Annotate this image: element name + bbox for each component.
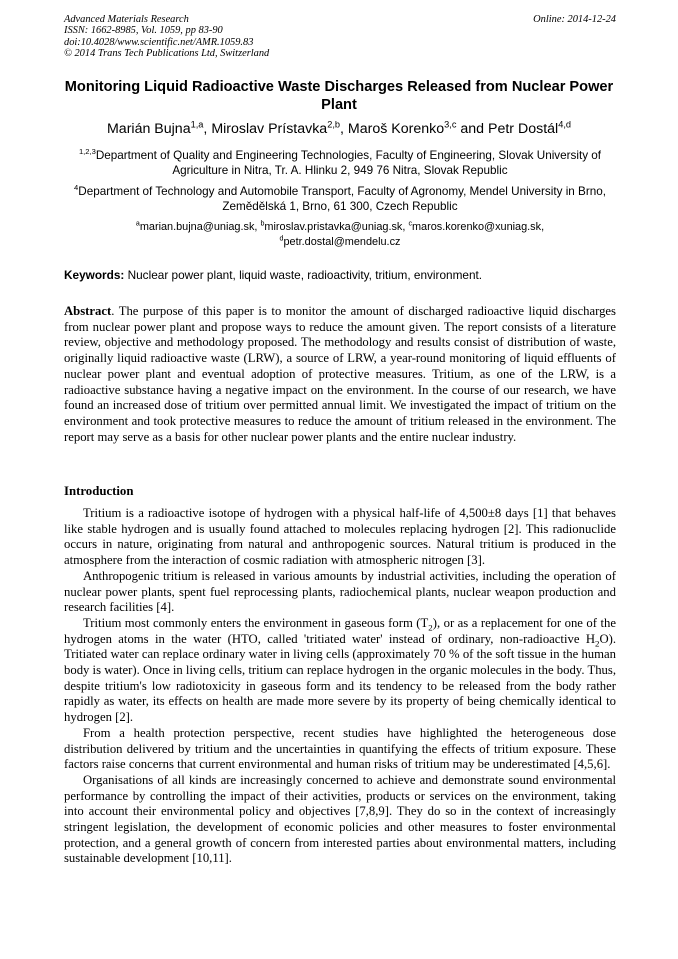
intro-paragraph-2: Anthropogenic tritium is released in various amounts by industrial activities, including the operation of nuclear power plants, spent fuel reprocessing plants, radiochemical plants, nuclear weapon production and research facilities [4]. <box>64 568 616 615</box>
email-sup: a <box>135 219 140 228</box>
author-sep: , <box>340 121 348 137</box>
intro-paragraph-3 <box>64 616 616 726</box>
affiliation-sup: 4 <box>74 183 79 193</box>
author-name: Petr Dostál <box>488 121 559 137</box>
email-address[interactable]: marian.bujna@uniag.sk <box>139 221 255 233</box>
affiliation-text: Department of Quality and Engineering Technologies, Faculty of Engineering, Slovak University of Agriculture in Nitra, Tr. A. Hlinku 2, 949 76 Nitra, Slovak Republic <box>95 149 602 178</box>
author-list <box>40 121 638 138</box>
journal-header <box>64 14 616 60</box>
affiliation-2 <box>64 184 616 215</box>
introduction-heading: Introduction <box>64 484 134 498</box>
journal-name: Advanced Materials Research <box>64 14 189 25</box>
author-sep: and <box>456 121 488 137</box>
intro-paragraph-4: From a health protection perspective, recent studies have highlighted the heterogeneous dose distribution delivered by tritium and the uncertainties in quantifying the effects of tritium exposure. These factors raise concerns that current environmental and human risks of tritium may be underestimated [4,5,6]. <box>64 725 616 772</box>
affiliation-text: Department of Technology and Automobile Transport, Faculty of Agronomy, Mendel University in Brno, Zemědělská 1, Brno, 61 300, Czech Republic <box>78 185 606 214</box>
subscript-2: 2 <box>595 638 600 649</box>
author-sep: , <box>203 121 212 137</box>
abstract-label: Abstract <box>64 304 112 318</box>
doi-line: doi:10.4028/www.scientific.net/AMR.1059.83 <box>64 36 254 48</box>
author-sup: 2,b <box>327 119 341 130</box>
email-sep: , <box>254 221 261 233</box>
abstract-paragraph <box>64 304 616 445</box>
author-sup: 3,c <box>444 119 457 130</box>
issn-line: ISSN: 1662-8985, Vol. 1059, pp 83-90 <box>64 25 223 37</box>
author-name: Marián Bujna <box>106 121 191 137</box>
keywords-label: Keywords: <box>64 268 125 282</box>
intro-p3-part-b: ), or as a replacement for one of the hydrogen atoms in the water (HTO, called 'tritiated water' instead of ordinary, non-radioactive H <box>64 615 616 646</box>
intro-paragraph-5: Organisations of all kinds are increasingly concerned to achieve and demonstrate sound environmental performance by controlling the impact of their activities, products or services on the environment, taking into account their environmental policy and objectives [7,8,9]. They do so in the context of increasingly stringent legislation, the development of economic policies and other measures to foster environmental protection, and a general growth of concern from interested parties about environmental matters, including sustainable development [10,11]. <box>64 772 616 866</box>
email-sup: b <box>260 219 265 228</box>
email-list <box>64 220 616 250</box>
intro-paragraph-1: Tritium is a radioactive isotope of hydrogen with a physical half-life of 4,500±8 days [1] that behaves like stable hydrogen and is usually found attached to molecules replacing hydrogen [2]. This radionuclide occurs in nature, originating from natural and anthropogenic sources. Natural tritium is produced in the atmosphere from the interaction of cosmic radiation with atmospheric nitrogen [3]. <box>64 506 616 568</box>
keywords-text: Nuclear power plant, liquid waste, radioactivity, tritium, environment. <box>127 268 483 282</box>
keywords-line <box>64 268 616 283</box>
introduction-body <box>64 506 616 867</box>
author-name: Miroslav Prístavka <box>211 121 328 137</box>
intro-p3-part-a: Tritium most commonly enters the environment in gaseous form (T <box>83 615 429 630</box>
email-address[interactable]: miroslav.pristavka@uniag.sk <box>264 221 403 233</box>
email-address[interactable]: petr.dostal@mendelu.cz <box>283 235 401 248</box>
abstract-text: . The purpose of this paper is to monitor the amount of discharged radioactive liquid discharges from nuclear power plant and propose ways to reduce the amount given. The report consists of a literature review, objective and methodology proposed. The methodology and results consist of distribution of waste, originally liquid radioactive waste (LRW), a source of LRW, a year-round monitoring of liquid effluents of nuclear power plant and eventual adoption of protective measures. Tritium, as one of the LRW, is a radioactive substance having a negative impact on the environment. In the course of our research, we have found an increased dose of tritium over permitted annual limit. We investigated the impact of tritium on the environment and took protective measures to reduce the amount of tritium released in the environment. The report may serve as a basis for other nuclear power plants and the entire nuclear industry. <box>64 304 616 444</box>
author-name: Maroš Korenko <box>347 121 445 137</box>
email-address[interactable]: maros.korenko@xuniag.sk <box>411 221 542 233</box>
affiliation-1 <box>64 148 616 179</box>
copyright-line: © 2014 Trans Tech Publications Ltd, Switzerland <box>64 48 270 60</box>
subscript-2: 2 <box>428 622 433 633</box>
paper-title: Monitoring Liquid Radioactive Waste Discharges Released from Nuclear Power Plant <box>64 79 614 113</box>
email-sep: , <box>541 221 545 233</box>
email-sep: , <box>402 221 409 233</box>
email-sup: d <box>279 234 284 243</box>
affiliation-sup: 1,2,3 <box>78 147 96 157</box>
email-sup: c <box>408 219 412 228</box>
intro-p3-part-c: O). Tritiated water can replace ordinary water in living cells (approximately 70 % of the soft tissue in the human body is water). Once in living cells, tritium can replace hydrogen in the organic molecules in the body. Thus, despite tritium's low radiotoxicity in gaseous form and its tendency to be released from the body rather rapidly as water, its effects on health are made more severe by its property of being chemically identical to hydrogen [2]. <box>64 631 616 725</box>
author-sup: 4,d <box>558 119 572 130</box>
online-date: Online: 2014-12-24 <box>533 14 616 25</box>
author-sup: 1,a <box>190 119 204 130</box>
